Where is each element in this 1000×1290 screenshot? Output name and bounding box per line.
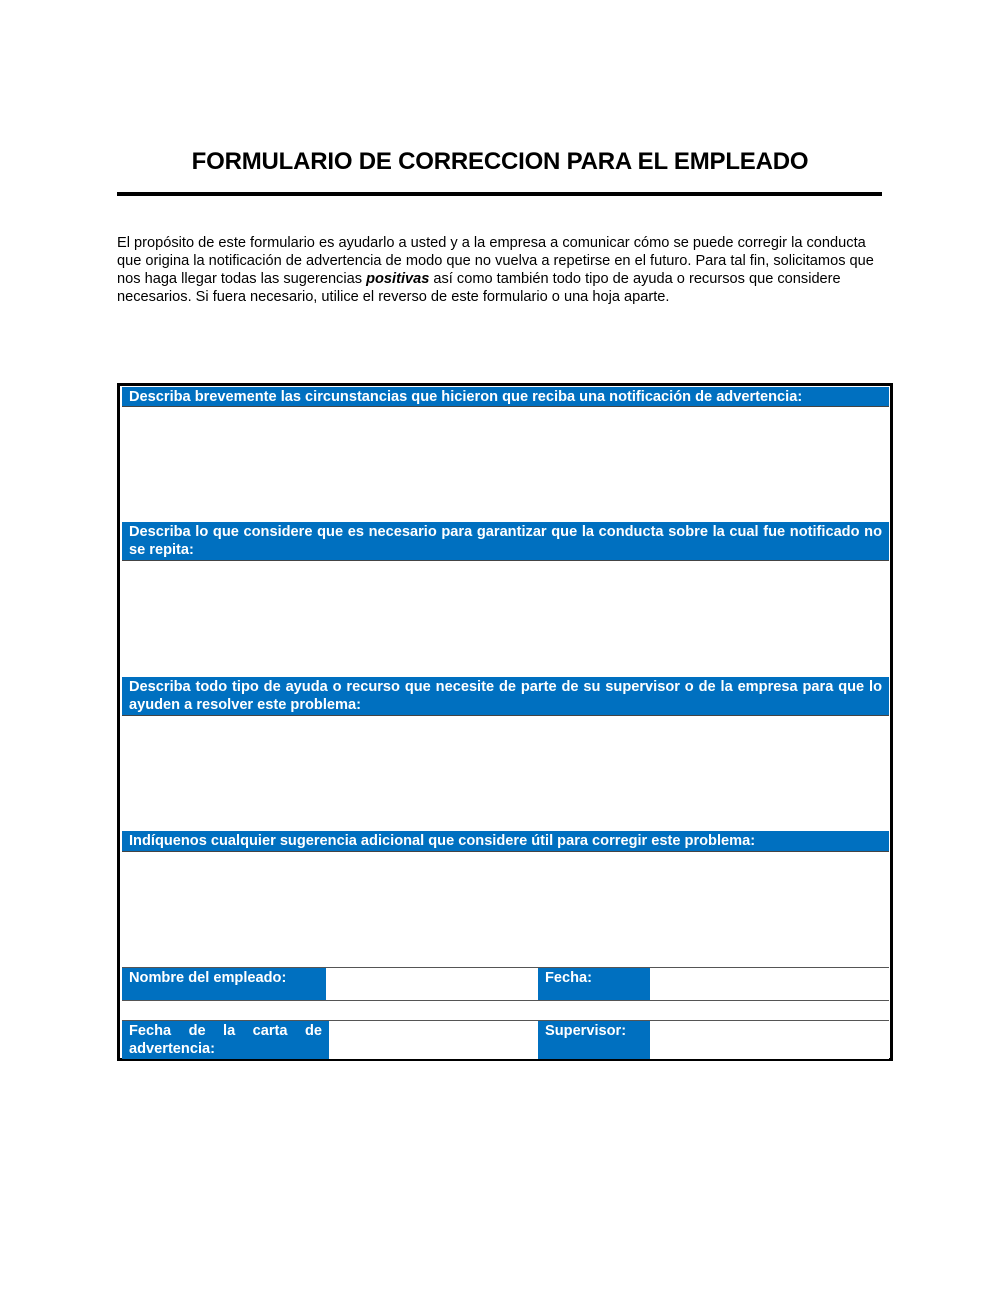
intro-text-2: así como también todo tipo de ayuda o recursos que considere necesarios. Si fuera necesario, utilice el reverso de este formulario o una hoja aparte. bbox=[117, 271, 841, 305]
section-2-textarea[interactable] bbox=[122, 561, 889, 676]
section-2-label: Describa lo que considere que es necesario para garantizar que la conducta sobre la cual fue notificado no se repita: bbox=[122, 522, 889, 561]
intro-text-1: El propósito de este formulario es ayudarlo a usted y a la empresa a comunicar cómo se puede corregir la conducta que origina la notificación de advertencia de modo que no vuelva a repetirse en el futuro. Para tal fin, solicitamos que nos haga llegar todas las sugerencias bbox=[117, 235, 874, 287]
employee-name-input[interactable] bbox=[326, 968, 538, 1000]
section-4-textarea[interactable] bbox=[122, 852, 889, 967]
date-label: Fecha: bbox=[538, 968, 650, 1000]
supervisor-input[interactable] bbox=[650, 1021, 889, 1059]
correction-form bbox=[117, 383, 893, 1061]
title-divider bbox=[117, 192, 882, 196]
warning-letter-date-label: Fecha de la carta de advertencia: bbox=[122, 1021, 329, 1059]
section-3-label: Describa todo tipo de ayuda o recurso que necesite de parte de su supervisor o de la empresa para que lo ayuden a resolver este problema: bbox=[122, 677, 889, 716]
row-spacer bbox=[122, 1001, 889, 1020]
letter-supervisor-row bbox=[122, 1020, 889, 1059]
page-title: FORMULARIO DE CORRECCION PARA EL EMPLEADO bbox=[191, 148, 809, 175]
section-1-textarea[interactable] bbox=[122, 407, 889, 521]
supervisor-label: Supervisor: bbox=[538, 1021, 650, 1059]
intro-emphasis: positivas bbox=[366, 271, 430, 287]
warning-letter-date-input[interactable] bbox=[329, 1021, 538, 1059]
section-3-textarea[interactable] bbox=[122, 716, 889, 830]
intro-paragraph bbox=[117, 234, 883, 306]
section-4-label: Indíquenos cualquier sugerencia adicional que considere útil para corregir este problema: bbox=[122, 831, 889, 852]
employee-name-label: Nombre del empleado: bbox=[122, 968, 326, 1000]
section-1-label: Describa brevemente las circunstancias que hicieron que reciba una notificación de advertencia: bbox=[122, 387, 889, 407]
date-input[interactable] bbox=[650, 968, 889, 1000]
employee-date-row bbox=[122, 967, 889, 1001]
